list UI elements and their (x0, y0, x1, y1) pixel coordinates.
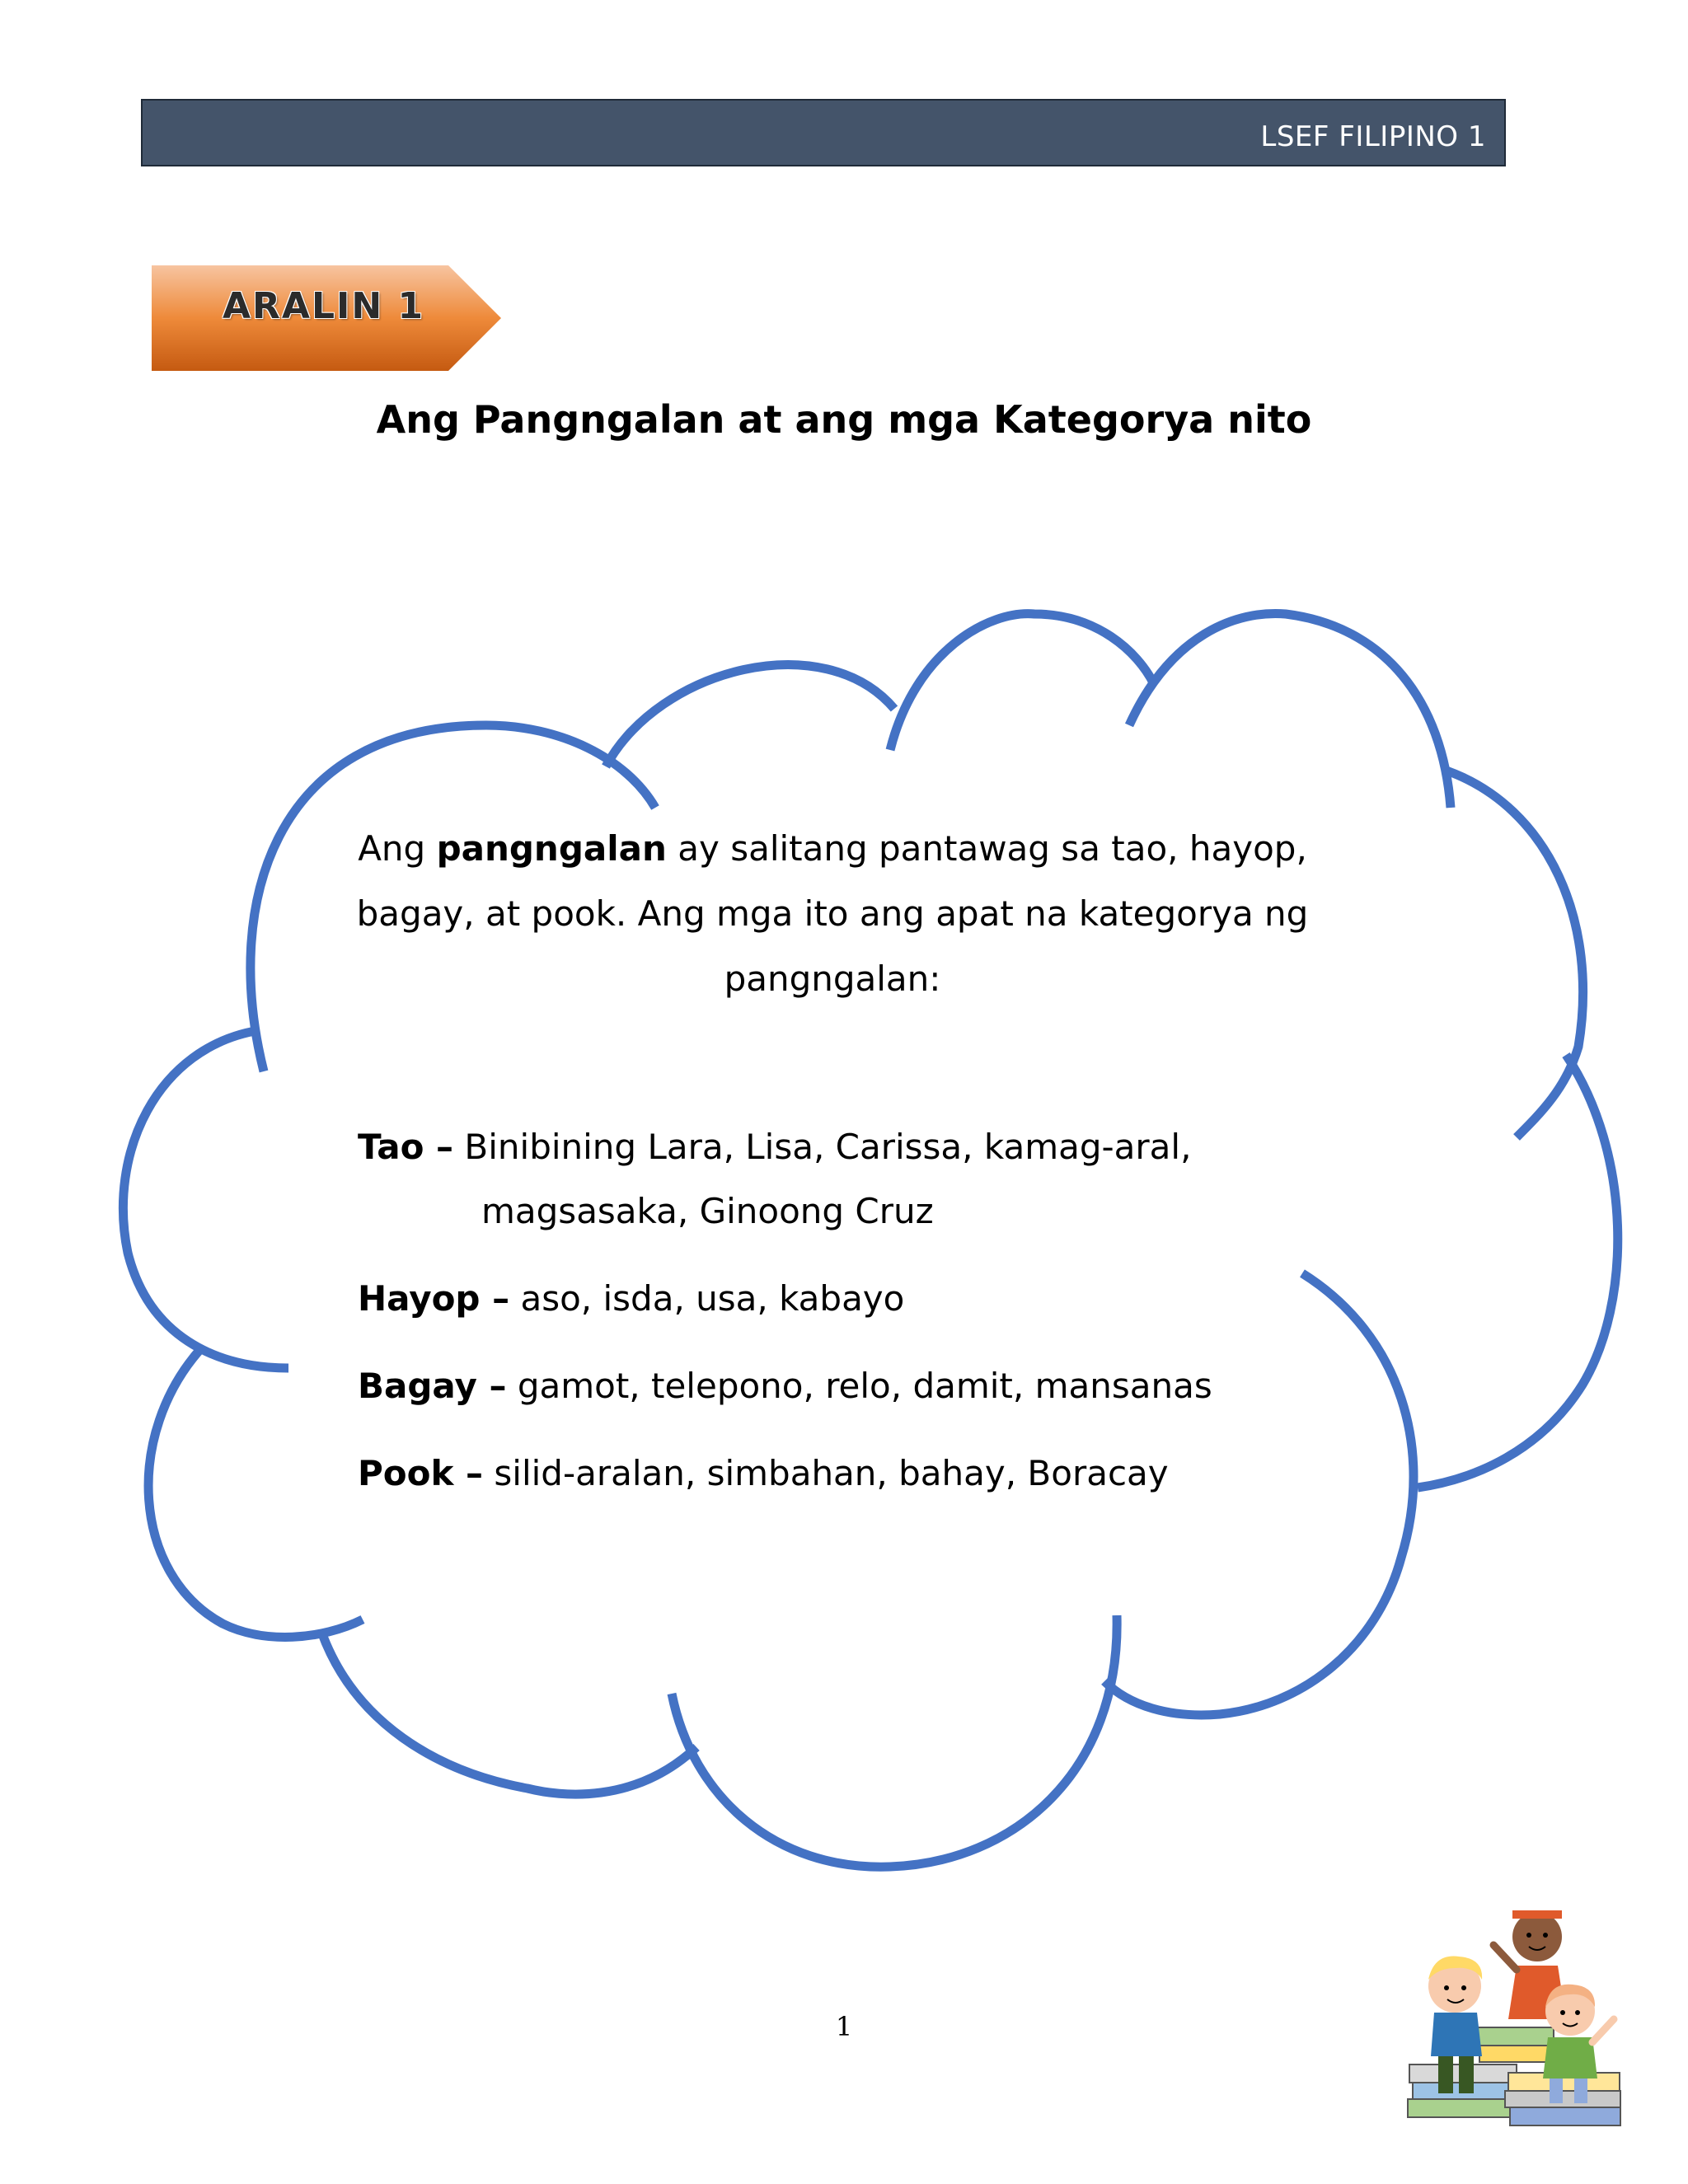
page-number: 1 (835, 2011, 853, 2042)
lesson-tag-label: ARALIN 1 (223, 285, 425, 327)
category-label: Tao – (358, 1127, 454, 1167)
children-reading-books-icon (1401, 1887, 1632, 2135)
intro-keyword: pangngalan (436, 828, 667, 869)
category-hayop (358, 1266, 904, 1331)
category-tao-continuation: magsasaka, Ginoong Cruz (481, 1191, 934, 1231)
category-bagay (358, 1353, 1212, 1418)
category-pook (358, 1441, 1169, 1506)
intro-lead: Ang (358, 828, 426, 869)
category-examples: Binibining Lara, Lisa, Carissa, kamag-aral, (464, 1127, 1192, 1167)
category-tao (358, 1114, 1191, 1179)
lesson-title: Ang Pangngalan at ang mga Kategorya nito (376, 397, 1312, 442)
category-examples: aso, isda, usa, kabayo (520, 1278, 905, 1319)
intro-paragraph (346, 816, 1319, 1011)
category-label: Hayop – (358, 1278, 510, 1319)
category-examples: silid-aralan, simbahan, bahay, Boracay (494, 1453, 1169, 1493)
header-title: LSEF FILIPINO 1 (1260, 120, 1486, 153)
category-label: Bagay – (358, 1366, 507, 1406)
category-examples: gamot, telepono, relo, damit, mansanas (517, 1366, 1212, 1406)
category-label: Pook – (358, 1453, 484, 1493)
intro-rest: ay salitang pantawag sa tao, hayop, bagay, at pook. Ang mga ito ang apat na kategorya ng pangngalan: (356, 828, 1309, 999)
